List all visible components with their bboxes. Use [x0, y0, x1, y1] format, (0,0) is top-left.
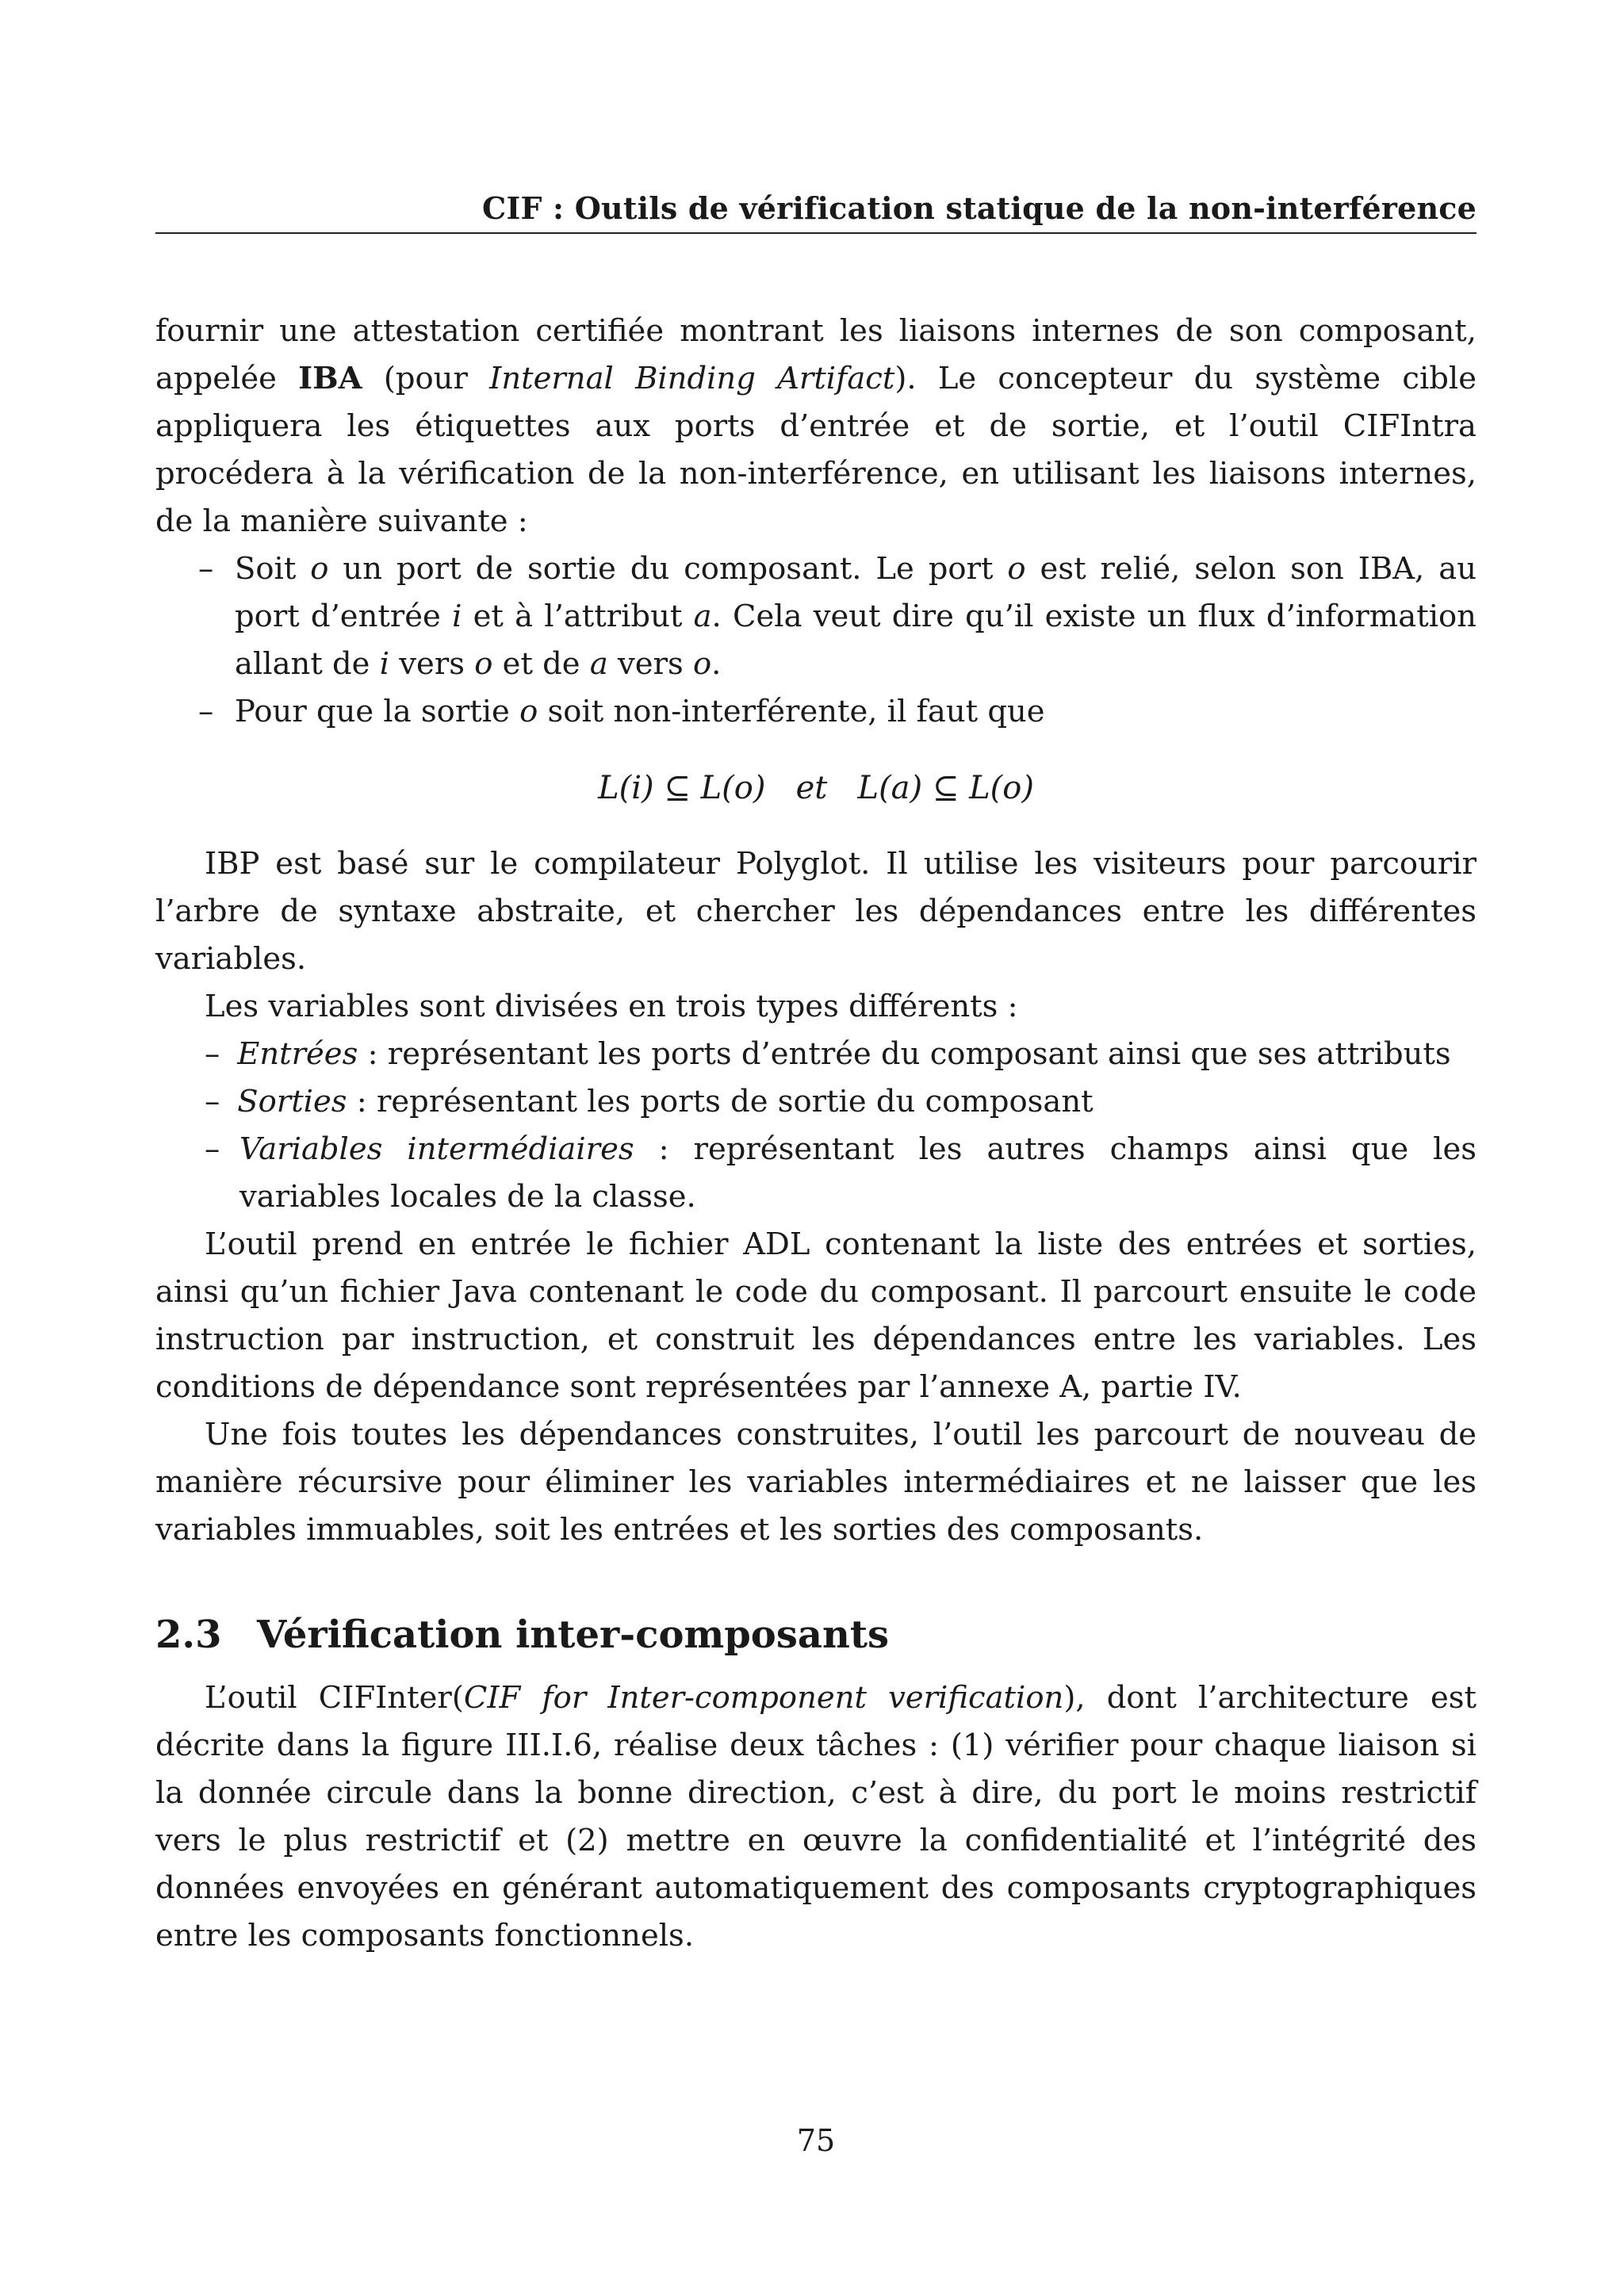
- list-item: – Soit o un port de sortie du composant. Le port o est relié, selon son IBA, au port d’entrée i et à l’attribut a. Cela veut dire qu’il existe un flux d’information allant de i vers o et de a vers o.: [155, 545, 1477, 688]
- header-rule: [155, 232, 1477, 234]
- section-number: 2.3: [155, 1613, 222, 1657]
- list-dash: –: [205, 1131, 220, 1167]
- formula-conjunction: et: [795, 770, 828, 806]
- intro-paragraph: [155, 308, 1477, 545]
- paragraph-ibp: IBP est basé sur le compilateur Polyglot. Il utilise les visiteurs pour parcourir l’arbre de syntaxe abstraite, et chercher les dépendances entre les différentes variables.: [155, 846, 1477, 977]
- iba-full-name: Internal Binding Artifact: [489, 361, 895, 396]
- iba-acronym: IBA: [298, 361, 362, 396]
- list-dash: –: [198, 694, 214, 729]
- section-title: Vérification inter-composants: [257, 1613, 890, 1657]
- noninterference-formula: [155, 764, 1477, 812]
- paragraph-variables: Les variables sont divisées en trois types différents :: [205, 989, 1018, 1024]
- section-heading: [155, 1611, 1477, 1659]
- intro-text-2: (pour: [362, 361, 490, 396]
- verification-steps-list: [155, 545, 1477, 736]
- intro-text-1: fournir une attestation certifiée montrant les liaisons internes de son composant, appelée: [155, 313, 1477, 396]
- body-text: [155, 308, 1477, 1960]
- paragraph-dependencies: Une fois toutes les dépendances construites, l’outil les parcourt de nouveau de manière récursive pour éliminer les variables intermédiaires et ne laisser que les variables immuables, soit les entrées et les sorties des composants.: [155, 1417, 1477, 1548]
- intro-text-3: ). Le concepteur du système cible appliquera les étiquettes aux ports d’entrée et de sortie, et l’outil CIFIntra procédera à la vérification de la non-interférence, en utilisant les liaisons internes, de la manière suivante :: [155, 361, 1477, 539]
- list-item: – Entrées : représentant les ports d’entrée du composant ainsi que ses attributs: [205, 1036, 1451, 1072]
- running-head: CIF : Outils de vérification statique de la non-interférence: [482, 190, 1477, 226]
- list-item: – Pour que la sortie o soit non-interférente, il faut que: [155, 688, 1477, 736]
- list-dash: –: [198, 551, 214, 587]
- page-number: 75: [796, 2123, 836, 2158]
- list-item: – Variables intermédiaires : représentant les autres champs ainsi que les variables locales de la classe.: [155, 1126, 1477, 1221]
- paragraph-cifinter: L’outil CIFInter(CIF for Inter-component verification), dont l’architecture est décrite dans la figure III.I.6, réalise deux tâches : (1) vérifier pour chaque liaison si la donnée circule dans la bonne direction, c’est à dire, du port le moins restrictif vers le plus restrictif et (2) mettre en œuvre la confidentialité et l’intégrité des données envoyées en générant automatiquement des composants cryptographiques entre les composants fonctionnels.: [155, 1680, 1477, 1954]
- paragraph-tool: L’outil prend en entrée le fichier ADL contenant la liste des entrées et sorties, ainsi qu’un fichier Java contenant le code du composant. Il parcourt ensuite le code instruction par instruction, et construit les dépendances entre les variables. Les conditions de dépendance sont représentées par l’annexe A, partie IV.: [155, 1226, 1477, 1405]
- list-dash: –: [205, 1036, 220, 1072]
- list-item: – Sorties : représentant les ports de sortie du composant: [205, 1084, 1094, 1119]
- list-dash: –: [205, 1084, 220, 1119]
- formula-rhs: L(a) ⊆ L(o): [857, 770, 1034, 806]
- variable-types-list: [155, 1031, 1477, 1221]
- formula-lhs: L(i) ⊆ L(o): [598, 770, 766, 806]
